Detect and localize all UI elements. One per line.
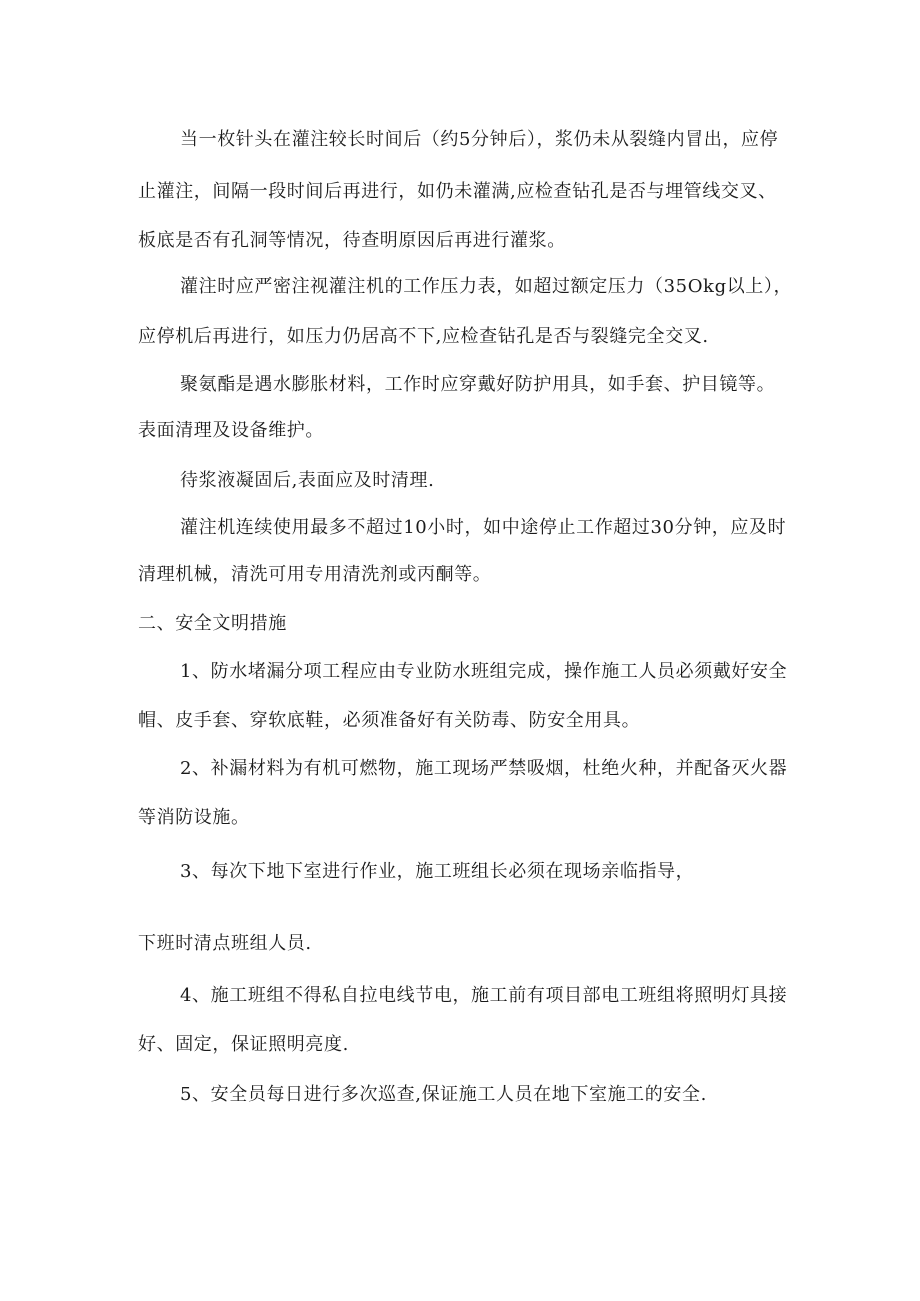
text-line: 聚氨酯是遇水膨胀材料，工作时应穿戴好防护用具，如手套、护目镜等。 [180,374,776,395]
text-line: 1、防水堵漏分项工程应由专业防水班组完成，操作施工人员必须戴好安全 [180,661,788,682]
text-line: 当一枚针头在灌注较长时间后（约5分钟后），浆仍未从裂缝内冒出，应停 [180,129,779,150]
section-heading: 二、安全文明措施 [138,613,287,634]
text-line: 等消防设施。 [138,807,250,828]
text-line: 好、固定，保证照明亮度. [138,1034,349,1055]
text-line: 2、补漏材料为有机可燃物，施工现场严禁吸烟，杜绝火种，并配备灭火器 [180,758,788,779]
text-line: 灌注机连续使用最多不超过10小时，如中途停止工作超过30分钟，应及时 [180,517,787,538]
text-line: 帽、皮手套、穿软底鞋，必须准备好有关防毒、防安全用具。 [138,710,641,731]
text-line: 灌注时应严密注视灌注机的工作压力表，如超过额定压力（35Okg以上）， [180,276,793,297]
text-line: 应停机后再进行，如压力仍居高不下,应检查钻孔是否与裂缝完全交叉. [138,326,709,347]
text-line: 下班时清点班组人员. [138,933,312,954]
text-line: 3、每次下地下室进行作业，施工班组长必须在现场亲临指导， [180,861,695,882]
text-line: 止灌注，间隔一段时间后再进行，如仍未灌满,应检查钻孔是否与埋管线交叉、 [138,181,777,202]
text-line: 表面清理及设备维护。 [138,420,324,441]
text-line: 待浆液凝固后,表面应及时清理. [180,470,435,491]
text-line: 清理机械，清洗可用专用清洗剂或丙酮等。 [138,564,492,585]
text-line: 板底是否有孔洞等情况，待查明原因后再进行灌浆。 [138,230,566,251]
text-line: 4、施工班组不得私自拉电线节电，施工前有项目部电工班组将照明灯具接 [180,985,788,1006]
text-line: 5、安全员每日进行多次巡查,保证施工人员在地下室施工的安全. [180,1084,707,1105]
